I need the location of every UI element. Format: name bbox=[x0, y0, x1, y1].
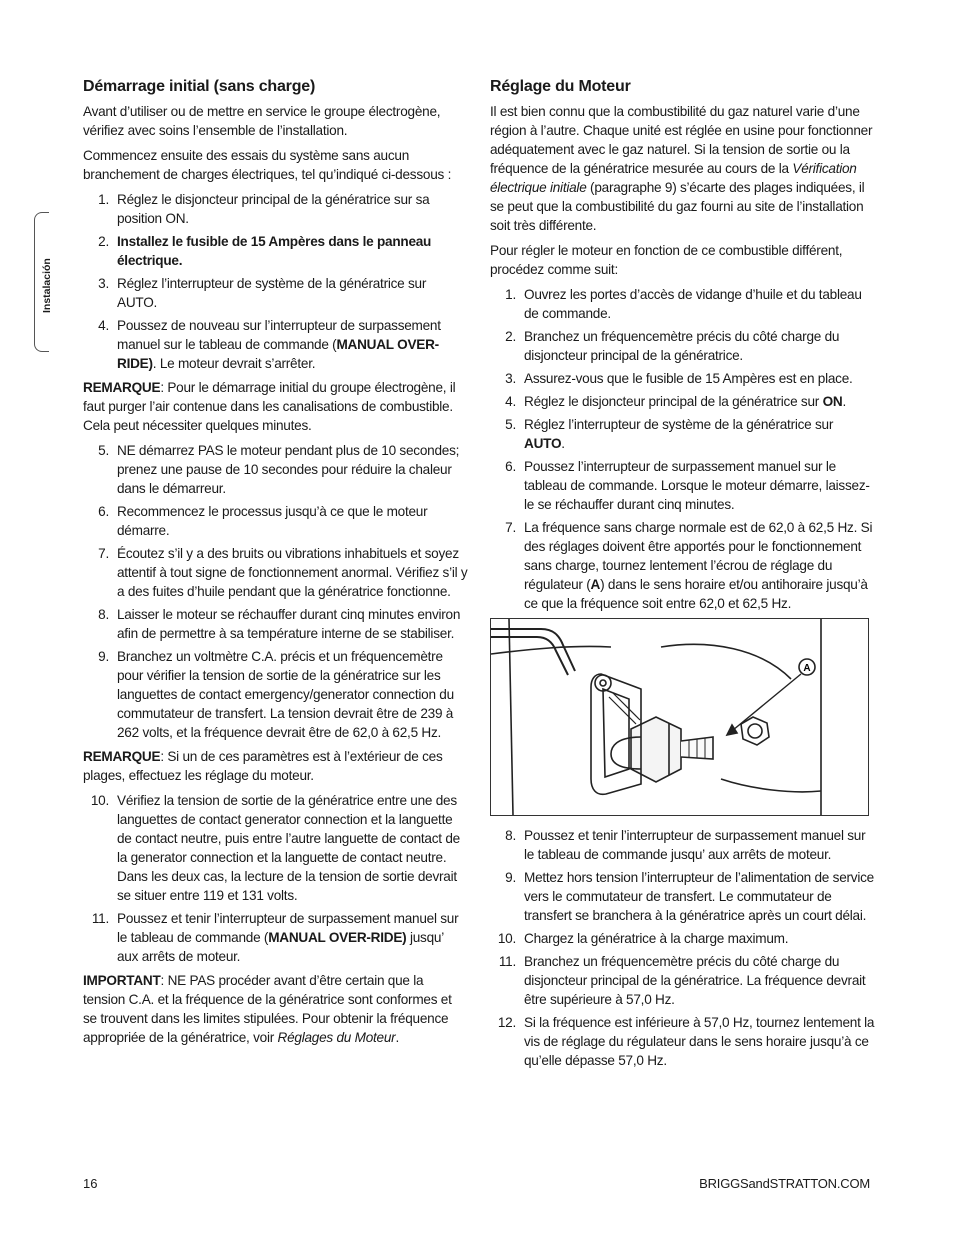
step-number: 2. bbox=[505, 329, 516, 344]
note-label: REMARQUE bbox=[83, 380, 161, 395]
step-number: 3. bbox=[505, 371, 516, 386]
step-text: Chargez la génératrice à la charge maximum. bbox=[524, 931, 789, 946]
step-list bbox=[490, 826, 875, 1070]
paragraph: Avant d’utiliser ou de mettre en service le groupe électrogène, vérifiez avec soins l’ensemble de l’installation. bbox=[83, 104, 441, 138]
list-item bbox=[490, 327, 875, 365]
step-text: NE démarrez PAS le moteur pendant plus de 10 secondes; prenez une pause de 10 secondes pour réduire la chaleur dans le démarreur. bbox=[117, 443, 460, 496]
step-number: 12. bbox=[497, 1015, 516, 1030]
step-number: 1. bbox=[505, 287, 516, 302]
step-number: 6. bbox=[98, 504, 109, 519]
step-text: Vérifiez la tension de sortie de la génératrice entre une des languettes de contact generator connection et la languette de contact neutre, puis entre l’autre languette de contact de la generator connection et la languette de contact neutre. Dans les deux cas, la lecture de la tension de sortie devrait se situer entre 119 et 131 volts. bbox=[117, 793, 460, 903]
step-text: Poussez l’interrupteur de surpassement manuel sur le tableau de commande. Lorsque le moteur démarre, laissez-le se réchauffer durant cinq minutes. bbox=[524, 459, 870, 512]
step-list bbox=[83, 190, 468, 373]
figure-callout-a: A bbox=[803, 663, 811, 674]
section-heading-initial-start: Démarrage initial (sans charge) bbox=[83, 78, 316, 95]
step-text: ) dans le sens horaire et/ou antihoraire jusqu’à ce que la fréquence soit entre 62,0 et 62,5 Hz. bbox=[524, 577, 868, 611]
step-number: 9. bbox=[505, 870, 516, 885]
list-item bbox=[83, 909, 468, 966]
note-label: REMARQUE bbox=[83, 749, 161, 764]
list-item bbox=[490, 415, 875, 453]
step-number: 7. bbox=[505, 520, 516, 535]
section-heading-engine-adjust: Réglage du Moteur bbox=[490, 78, 631, 95]
list-item bbox=[83, 190, 468, 228]
list-item bbox=[490, 285, 875, 323]
step-number: 6. bbox=[505, 459, 516, 474]
step-number: 1. bbox=[98, 192, 109, 207]
step-text: Réglez le disjoncteur principal de la génératrice sur bbox=[524, 394, 823, 409]
list-item bbox=[83, 274, 468, 312]
list-item bbox=[83, 544, 468, 601]
step-text: La fréquence sans charge normale est de 62,0 à 62,5 Hz. Si des réglages doivent être apportés pour le fonctionnement sans charge, tournez lentement l’écrou de réglage du régulateur ( bbox=[524, 520, 873, 592]
step-number: 10. bbox=[497, 931, 516, 946]
cross-reference: Vérification électrique initiale bbox=[490, 161, 857, 195]
step-number: 3. bbox=[98, 276, 109, 291]
step-text: Réglez l’interrupteur de système de la génératrice sur bbox=[524, 417, 834, 432]
regulator-illustration bbox=[491, 619, 868, 815]
step-text: Ouvrez les portes d’accès de vidange d’huile et du tableau de commande. bbox=[524, 287, 862, 321]
note-text: : Pour le démarrage initial du groupe électrogène, il faut purger l’air contenue dans les canalisations de combustible. Cela peut nécessiter quelques minutes. bbox=[83, 380, 456, 433]
list-item bbox=[490, 518, 875, 613]
right-column bbox=[490, 78, 875, 1075]
list-item bbox=[83, 316, 468, 373]
important-text: : NE PAS procéder avant d’être certain que la tension C.A. et la fréquence de la génératrice sont conformes et se trouvent dans les limites stipulées. Pour obtenir la fréquence appropriée de la génératrice, voir bbox=[83, 973, 452, 1045]
list-item bbox=[490, 392, 875, 411]
step-text: Laisser le moteur se réchauffer durant cinq minutes environ afin de permettre à sa température interne de se stabiliser. bbox=[117, 607, 461, 641]
paragraph: Commencez ensuite des essais du système sans aucun branchement de charges électriques, tel qu’indiqué ci-dessous : bbox=[83, 148, 452, 182]
step-text: Poussez et tenir l’interrupteur de surpassement manuel sur le tableau de commande jusqu’ aux arrêts de moteur. bbox=[524, 828, 866, 862]
note-text: : Si un de ces paramètres est à l’extérieur de ces plages, effectuez les réglage du moteur. bbox=[83, 749, 443, 783]
list-item bbox=[490, 457, 875, 514]
step-text: jusqu’ aux arrêts de moteur. bbox=[117, 930, 444, 964]
step-text: . bbox=[842, 394, 846, 409]
step-number: 2. bbox=[98, 234, 109, 249]
list-item bbox=[490, 826, 875, 864]
step-text: Si la fréquence est inférieure à 57,0 Hz, tournez lentement la vis de réglage du régulateur dans le sens horaire jusqu’à ce qu’elle dépasse 57,0 Hz. bbox=[524, 1015, 875, 1068]
step-text: Installez le fusible de 15 Ampères dans le panneau électrique. bbox=[117, 234, 432, 268]
step-emphasis: ON bbox=[822, 394, 843, 409]
page-number: 16 bbox=[83, 1176, 98, 1191]
step-text: Assurez-vous que le fusible de 15 Ampères est en place. bbox=[524, 371, 853, 386]
list-item bbox=[83, 232, 468, 270]
step-number: 11. bbox=[498, 954, 516, 969]
list-item bbox=[83, 502, 468, 540]
step-number: 7. bbox=[98, 546, 109, 561]
cross-reference: Réglages du Moteur bbox=[277, 1030, 396, 1045]
list-item bbox=[490, 369, 875, 388]
list-item bbox=[490, 1013, 875, 1070]
step-number: 4. bbox=[505, 394, 516, 409]
step-number: 5. bbox=[505, 417, 516, 432]
step-emphasis: MANUAL OVER-RIDE) bbox=[268, 930, 407, 945]
list-item bbox=[490, 929, 875, 948]
step-text: Poussez et tenir l’interrupteur de surpassement manuel sur le tableau de commande ( bbox=[117, 911, 459, 945]
step-number: 5. bbox=[98, 443, 109, 458]
step-text: . bbox=[561, 436, 565, 451]
step-list bbox=[490, 285, 875, 613]
step-number: 8. bbox=[505, 828, 516, 843]
paragraph: Pour régler le moteur en fonction de ce combustible différent, procédez comme suit: bbox=[490, 243, 843, 277]
regulator-adjustment-figure bbox=[490, 618, 869, 816]
note-paragraph bbox=[83, 378, 468, 435]
step-text: Branchez un fréquencemètre précis du côté charge du disjoncteur principal de la génératrice. La fréquence devrait être supérieure à 57,0 Hz. bbox=[524, 954, 866, 1007]
step-text: Branchez un voltmètre C.A. précis et un fréquencemètre pour vérifier la tension de sortie de la génératrice sur les languettes de contact emergency/generator connection du commutateur de transfert. La tension devrait être de 239 à 262 volts, et la fréquence devrait être de 62,0 à 62,5 Hz. bbox=[117, 649, 454, 740]
step-number: 11. bbox=[91, 911, 109, 926]
step-text: Réglez l’interrupteur de système de la génératrice sur AUTO. bbox=[117, 276, 427, 310]
paragraph: Il est bien connu que la combustibilité du gaz naturel varie d’une région à l’autre. Chaque unité est réglée en usine pour fonctionner adéquatement avec le gaz naturel. Si la tension de sortie ou la fréquence de la génératrice mesurée au cours de la Vérification électrique initiale (paragraphe 9) s’écarte des plages indiquées, il se peut que la combustibilité du gaz fourni au site de l’installation soit très différente. bbox=[490, 104, 873, 233]
note-paragraph bbox=[83, 747, 468, 785]
step-text: Branchez un fréquencemètre précis du côté charge du disjoncteur principal de la génératrice. bbox=[524, 329, 840, 363]
step-text: Poussez de nouveau sur l’interrupteur de surpassement manuel sur le tableau de commande ( bbox=[117, 318, 441, 352]
step-text: Réglez le disjoncteur principal de la génératrice sur sa position ON. bbox=[117, 192, 430, 226]
step-number: 8. bbox=[98, 607, 109, 622]
step-text: Mettez hors tension l’interrupteur de l’alimentation de service vers le commutateur de transfert. Le commutateur de transfert se branchera à la génératrice après un court délai. bbox=[524, 870, 874, 923]
step-list bbox=[83, 441, 468, 742]
list-item bbox=[490, 868, 875, 925]
step-emphasis: MANUAL OVER-RIDE) bbox=[117, 337, 439, 371]
step-number: 4. bbox=[98, 318, 109, 333]
step-text: Recommencez le processus jusqu’à ce que le moteur démarre. bbox=[117, 504, 428, 538]
side-tab-label: Instalación bbox=[41, 258, 53, 313]
step-emphasis: A bbox=[590, 577, 601, 592]
important-paragraph: IMPORTANT: NE PAS procéder avant d’être certain que la tension C.A. et la fréquence de la génératrice sont conformes et se trouvent dans les limites stipulées. Pour obtenir la fréquence appropriée de la génératrice, voir Réglages du Moteur. bbox=[83, 973, 452, 1045]
list-item bbox=[83, 441, 468, 498]
list-item bbox=[83, 791, 468, 905]
list-item bbox=[490, 952, 875, 1009]
step-number: 9. bbox=[98, 649, 109, 664]
list-item bbox=[83, 605, 468, 643]
left-column bbox=[83, 78, 468, 1053]
important-label: IMPORTANT bbox=[83, 973, 161, 988]
website-footer: BRIGGSandSTRATTON.COM bbox=[699, 1176, 870, 1191]
list-item bbox=[83, 647, 468, 742]
step-text: . Le moteur devrait s’arrêter. bbox=[152, 356, 316, 371]
step-number: 10. bbox=[90, 793, 109, 808]
step-list bbox=[83, 791, 468, 966]
step-emphasis: AUTO bbox=[524, 436, 562, 451]
step-text: Écoutez s’il y a des bruits ou vibrations inhabituels et soyez attentif à tout signe de fonctionnement anormal. Vérifiez s’il y a des fuites d’huile pendant que la génératrice fonctionne. bbox=[117, 546, 468, 599]
